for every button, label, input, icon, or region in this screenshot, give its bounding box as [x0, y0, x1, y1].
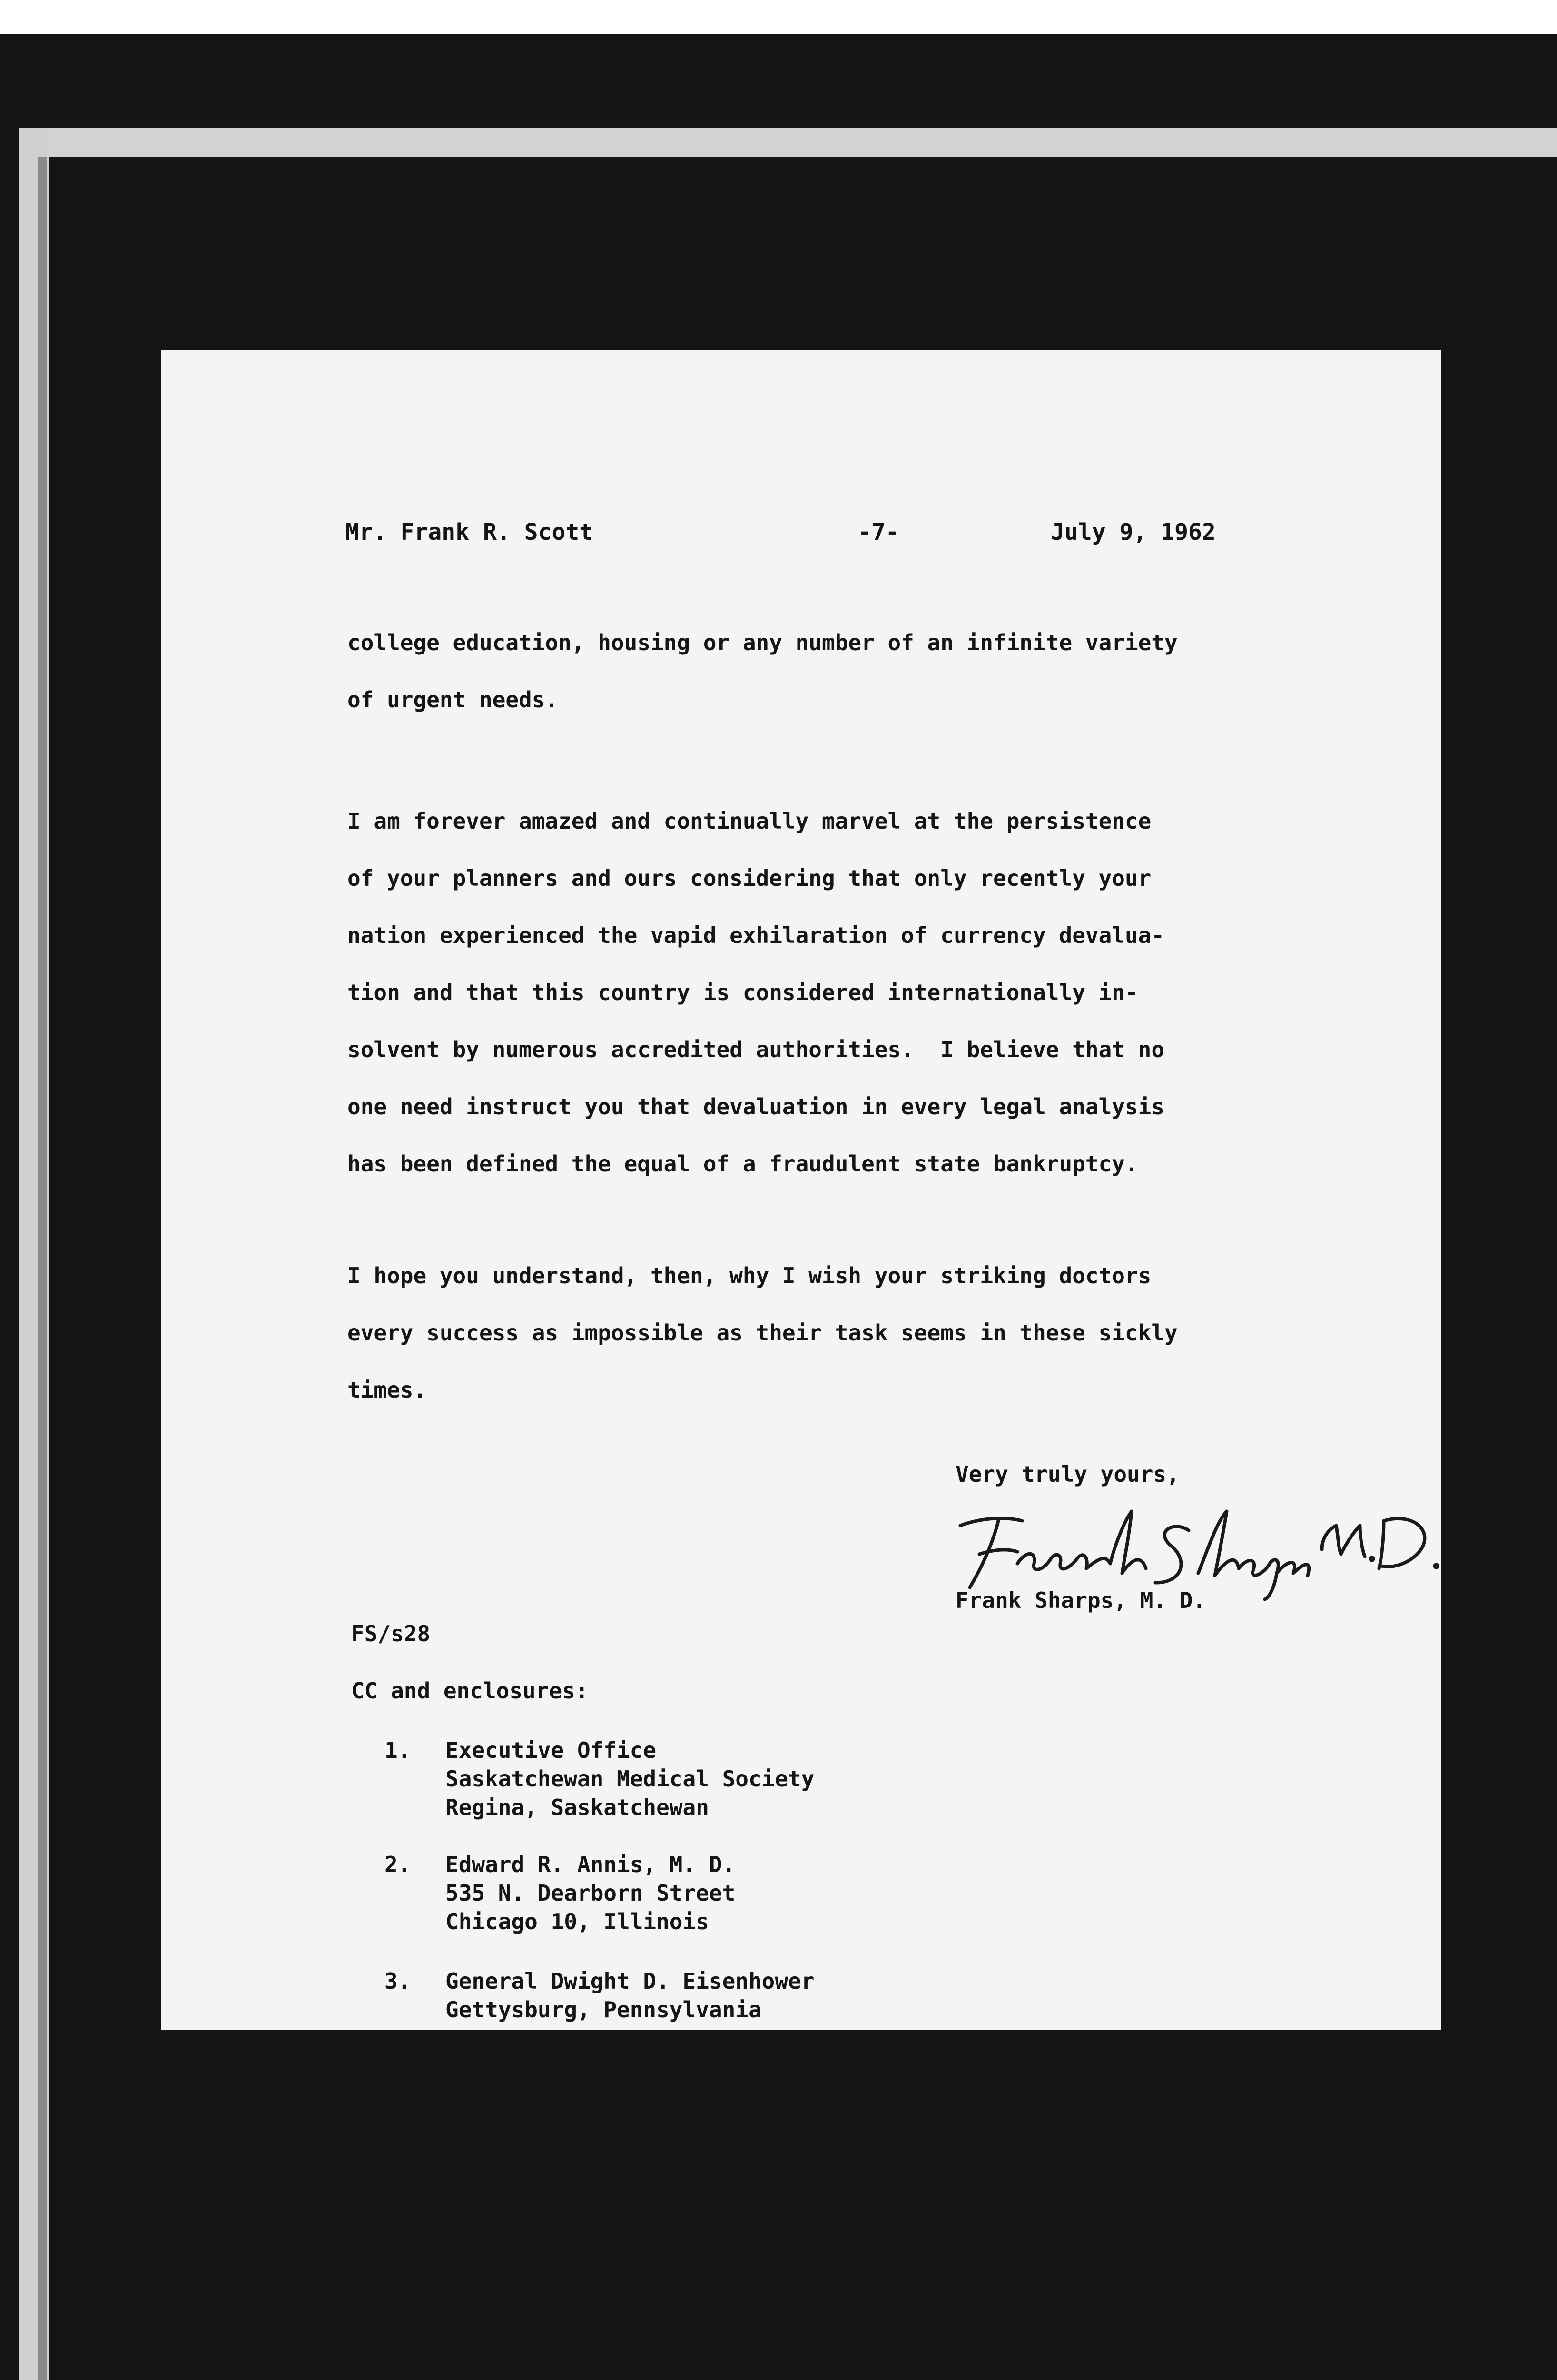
paragraph: I am forever amazed and continually marvel at the persistence of your planners and ours considering that only recently your nation experienced the vapid exhilaration of currency devalua- tion and that this country is considered internationally in- solvent by numerous accredited authorities. I believe that no one need instruct you that devaluation in every legal analysis has been defined the equal of a fraudulent state bankruptcy.: [347, 808, 1165, 1177]
enclosure-address: Edward R. Annis, M. D. 535 N. Dearborn Street Chicago 10, Illinois: [445, 1852, 736, 1934]
paragraph: college education, housing or any number of an infinite variety of urgent needs.: [347, 630, 1178, 713]
film-inner-edge: [38, 157, 47, 2380]
signer-name: Frank Sharps, M. D.: [956, 1587, 1206, 1613]
enclosure-address: Executive Office Saskatchewan Medical Society Regina, Saskatchewan: [445, 1737, 815, 1820]
enclosure-address: General Dwight D. Eisenhower Gettysburg, Pennsylvania: [445, 1968, 815, 2023]
handwritten-signature: [941, 1492, 1446, 1602]
letter-page: [161, 350, 1441, 2030]
closing: Very truly yours,: [956, 1461, 1180, 1487]
paragraph: I hope you understand, then, why I wish your striking doctors every success as impossible as their task seems in these sickly times.: [347, 1263, 1178, 1403]
enclosure-number: 2.: [384, 1852, 411, 1877]
header-date: July 9, 1962: [1051, 519, 1216, 545]
reference-initials: FS/s28: [351, 1621, 431, 1646]
header-page-number: -7-: [858, 519, 899, 545]
enclosure-number: 1.: [384, 1737, 411, 1763]
cc-heading: CC and enclosures:: [351, 1678, 589, 1704]
header-recipient: Mr. Frank R. Scott: [345, 519, 593, 545]
enclosure-number: 3.: [384, 1968, 411, 1994]
film-top-edge: [19, 128, 1557, 157]
